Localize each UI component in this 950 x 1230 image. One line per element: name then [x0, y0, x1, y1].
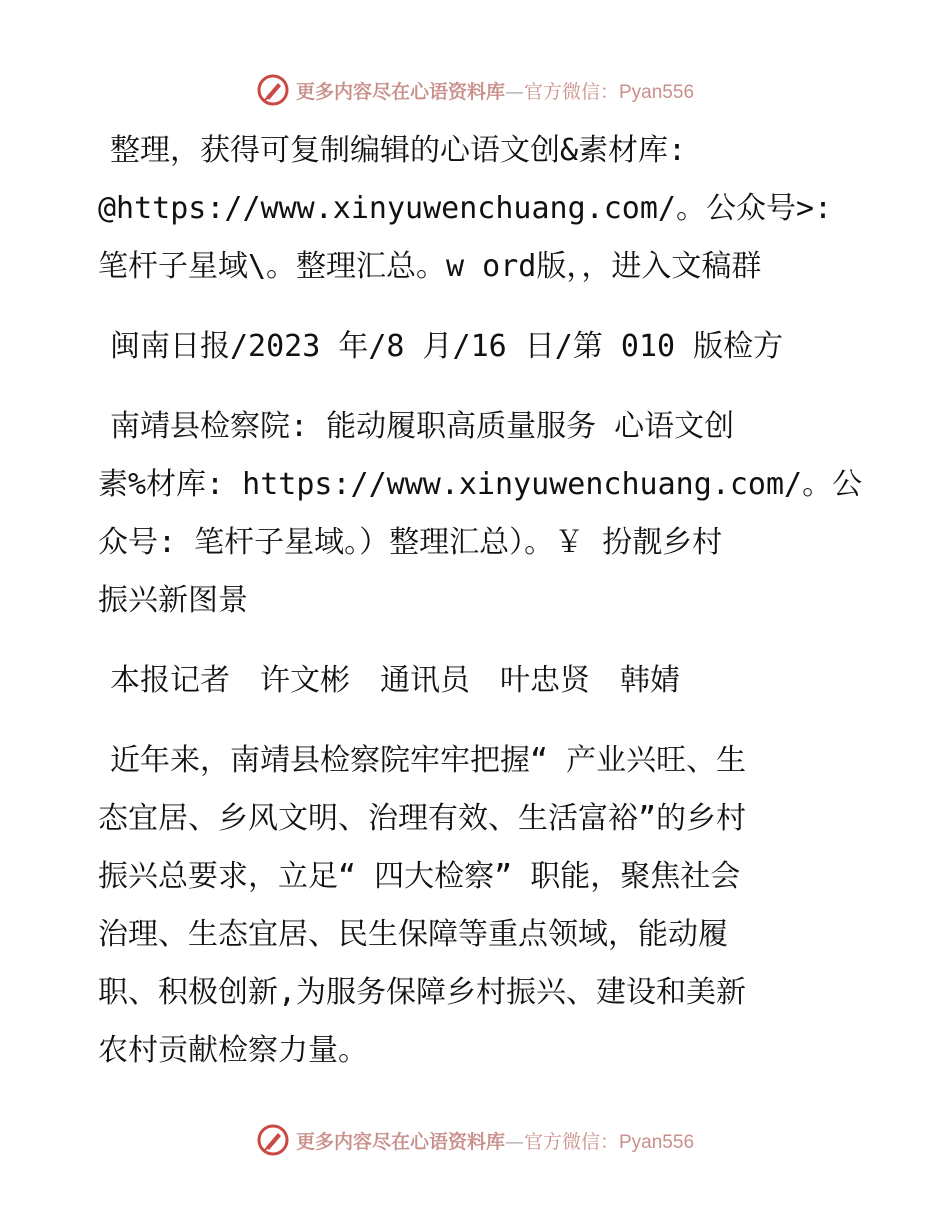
text-line: 本报记者 许文彬 通讯员 叶忠贤 韩婧 — [110, 663, 680, 698]
byline-paragraph — [98, 652, 868, 710]
text-line: 闽南日报/2023 年/8 月/16 日/第 010 版检方 — [110, 329, 784, 364]
document-body — [98, 122, 868, 1102]
source-line-paragraph — [98, 318, 868, 376]
body-paragraph — [98, 732, 868, 1080]
text-line: 整理，获得可复制编辑的心语文创&素材库: — [110, 133, 687, 168]
watermark-dash: — — [504, 1130, 524, 1153]
text-line: 农村贡献检察力量。 — [98, 1033, 368, 1068]
text-line: @https://www.xinyuwenchuang.com/。公众号>: — [98, 191, 833, 226]
text-line: 众号: 笔杆子星域。）整理汇总）。￥ 扮靓乡村 — [98, 525, 723, 560]
watermark-text — [296, 1127, 694, 1154]
text-line: 笔杆子星域\。整理汇总。w ord版，，进入文稿群 — [98, 249, 762, 284]
text-line: 南靖县检察院: 能动履职高质量服务 心语文创 — [110, 409, 735, 444]
quill-logo-icon — [256, 73, 290, 107]
text-line: 态宜居、乡风文明、治理有效、生活富裕”的乡村 — [98, 801, 747, 836]
watermark-wechat-label: 官方微信： — [523, 1130, 619, 1153]
headline-paragraph — [98, 398, 868, 630]
text-line: 治理、生态宜居、民生保障等重点领域，能动履 — [98, 917, 728, 952]
watermark-dash: — — [504, 80, 524, 103]
text-line: 振兴新图景 — [98, 583, 248, 618]
watermark-wechat-id: Pyan556 — [619, 1131, 695, 1153]
watermark-title: 更多内容尽在心语资料库 — [295, 80, 505, 103]
header-watermark-banner — [0, 70, 950, 110]
watermark-wechat-label: 官方微信： — [523, 80, 619, 103]
text-line: 振兴总要求，立足“ 四大检察” 职能，聚焦社会 — [98, 859, 741, 894]
text-line: 素%材库: https://www.xinyuwenchuang.com/。公 — [98, 467, 863, 502]
watermark-wechat-id: Pyan556 — [619, 81, 695, 103]
footer-watermark-banner — [0, 1120, 950, 1160]
text-line: 近年来，南靖县检察院牢牢把握“ 产业兴旺、生 — [110, 743, 747, 778]
text-line: 职、积极创新,为服务保障乡村振兴、建设和美新 — [98, 975, 747, 1010]
quill-logo-icon — [256, 1123, 290, 1157]
watermark-text — [296, 77, 694, 104]
watermark-title: 更多内容尽在心语资料库 — [295, 1130, 505, 1153]
intro-paragraph — [98, 122, 868, 296]
